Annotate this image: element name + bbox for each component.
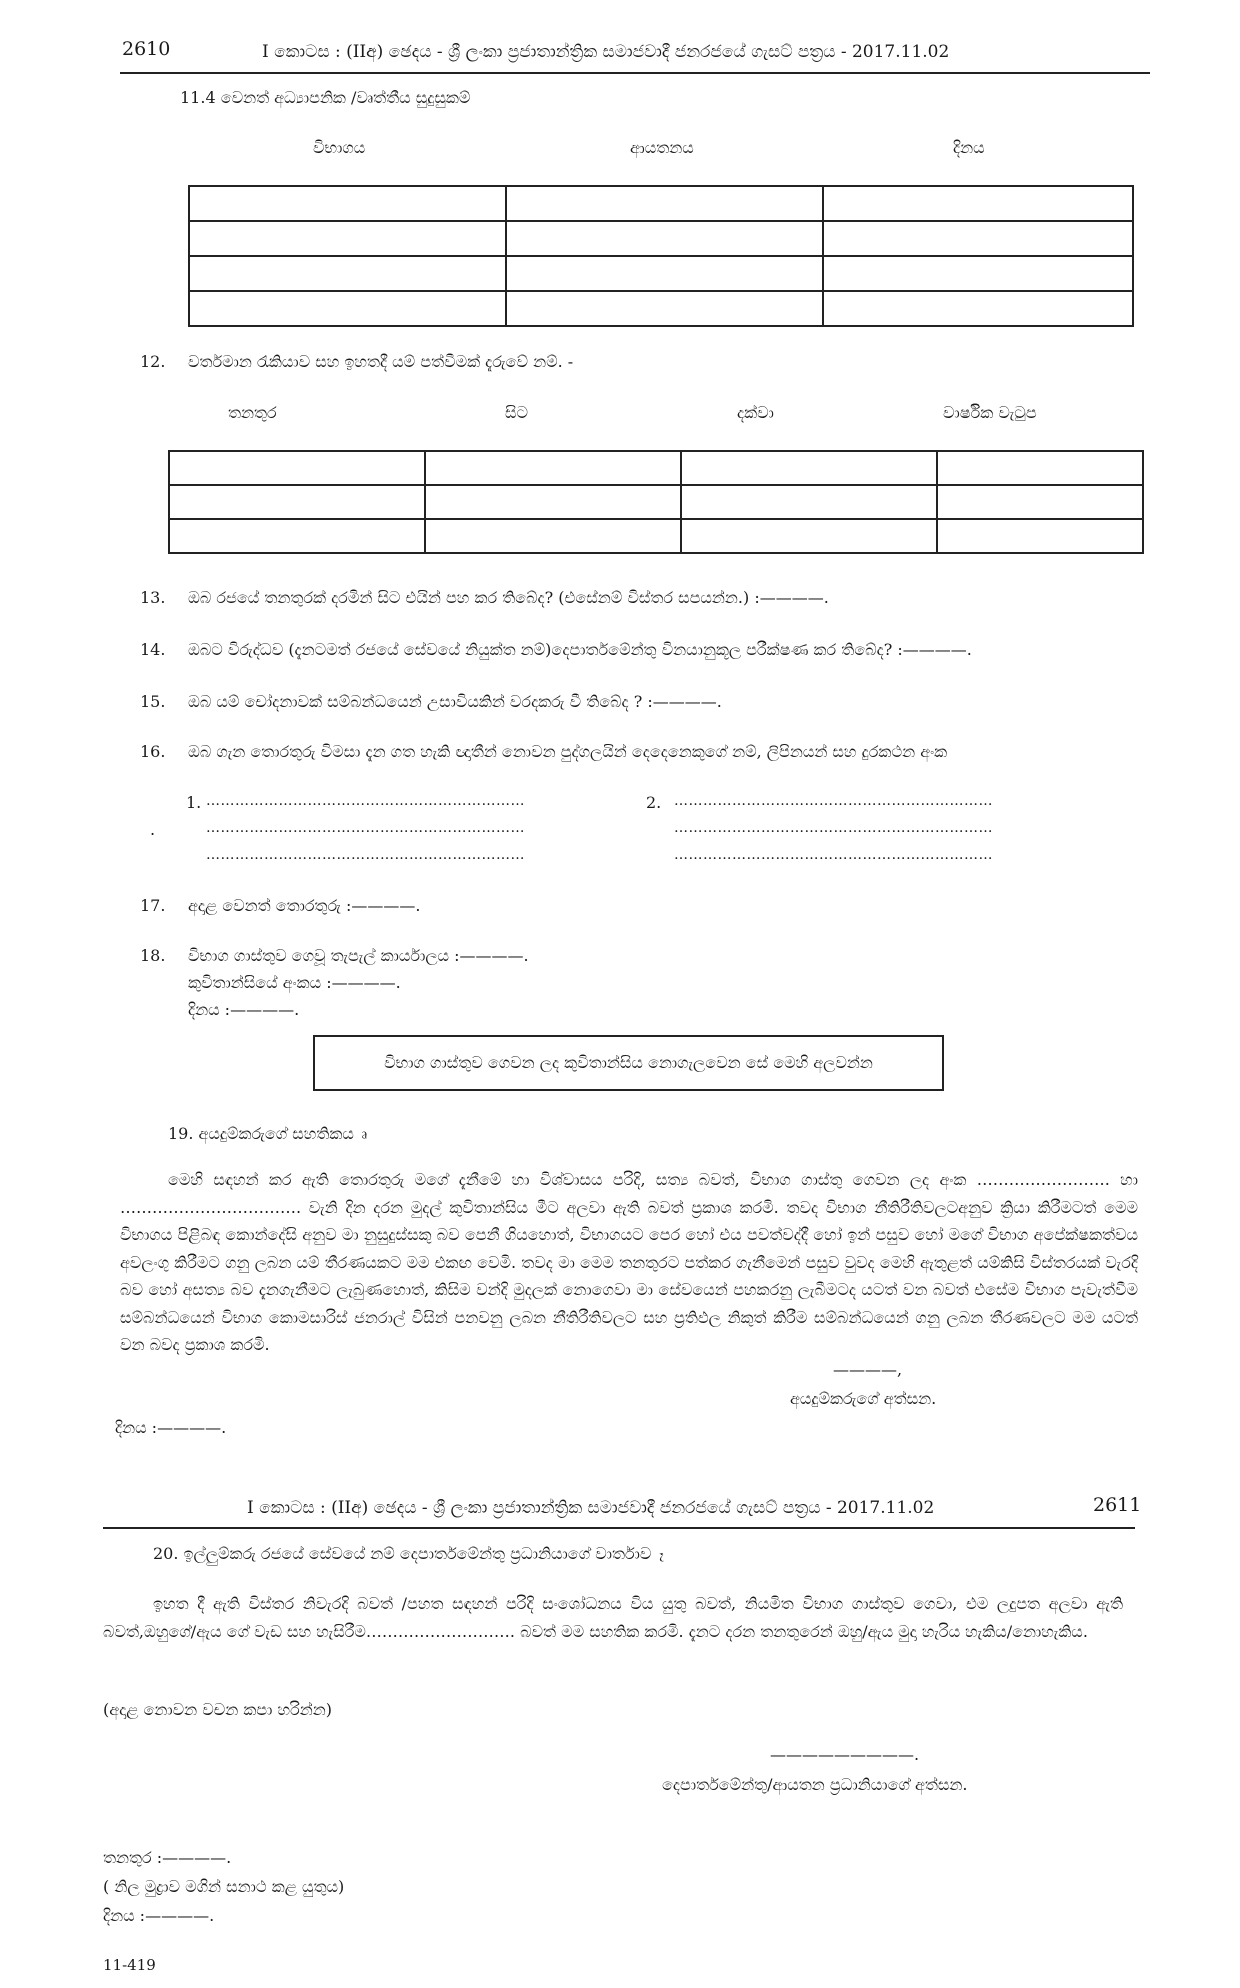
table-cell[interactable] [937,519,1143,553]
hod-signature-line: —————————. [770,1745,920,1764]
table-cell[interactable] [189,291,506,326]
table-cell[interactable] [823,291,1133,326]
column-header-institute: ආයතනය [630,138,694,157]
table-cell[interactable] [169,451,425,485]
table-cell[interactable] [506,291,823,326]
section-12-number: 12. [140,352,166,371]
table-cell[interactable] [823,186,1133,221]
section-19-label: 19. අයදුම්කරුගේ සහතිකය ෘ [168,1124,368,1143]
question-16-number: 16. [140,742,166,761]
question-13-number: 13. [140,588,166,607]
employment-table [168,450,1144,554]
strike-note: (අදාළ නොවන වචන කපා හරින්න) [103,1700,332,1719]
referee-1-line-3[interactable]: ………………………………………………………… [206,847,525,863]
table-cell[interactable] [823,221,1133,256]
question-17-text: අදාළ වෙනත් තොරතුරු :————. [188,896,421,915]
table-cell[interactable] [506,256,823,291]
table-cell[interactable] [169,485,425,519]
table-cell[interactable] [937,485,1143,519]
receipt-number-field: කුවිතාන්සියේ අංකය :————. [188,973,401,992]
post-office-field: විභාග ගාස්තුව ගෙවූ තැපැල් කාර්යාලය :————. [188,946,529,965]
header-rule [120,72,1150,74]
table-cell[interactable] [189,221,506,256]
question-14-number: 14. [140,640,166,659]
referee-1-line-2[interactable]: ………………………………………………………… [206,820,525,836]
table-cell[interactable] [189,186,506,221]
column-header-exam: විභාගය [313,138,366,157]
section-11-4-label: 11.4 වෙනත් අධ්‍යාපනික /වෘත්තීය සුදුසුකම් [180,88,471,107]
table-cell[interactable] [425,485,681,519]
table-cell[interactable] [506,186,823,221]
column-header-post: තනතුර [228,403,277,422]
referee-2-number: 2. [646,793,662,812]
question-18-number: 18. [140,946,166,965]
applicant-date-field: දිනය :————. [115,1418,227,1437]
section-12-text: වර්තමාන රැකියාව සහ ඉහතදී යම් පත්වීමක් දැරුවේ නම්. - [188,352,574,371]
applicant-declaration: මෙහි සඳහන් කර ඇති තොරතුරු මගේ දැනීමේ හා විශ්වාසය පරිදි, සත්‍ය බවත්, විභාග ගාස්තු ගෙවන ලද අංක ……………………. හා ……………………………. වැනි දින දරන මුදල් කුවිතාන්සිය මීට අලවා ඇති බවත් ප්‍රකාශ කරමි. තවද විභාග නීතිරීතිවලටඅනුව ක්‍රියා කිරීමටත් මෙම විභාගය පිළිබඳ කොන්දේසි අනුව මා නුසුදුස්සකු බව පෙනී ගියහොත්, විභාගයට පෙර හෝ එය පවත්වද්දී හෝ ඉන් පසුව හෝ මගේ විභාග අපේක්ෂකත්වය අවලංගු කිරීමට ගනු ලබන යම් තීරණයකට මම එකඟ වෙමි. තවද මා මෙම තනතුරට පත්කර ගැනීමෙන් පසුව වුවද මෙහි ඇතුළත් යම්කිසි විස්තරයක් වැරදි බව හෝ අසත්‍ය බව දැනගැනීමට ලැබුණහොත්, කිසිම වන්දි මුදලක් නොගෙවා මා සේවයෙන් පහකරනු ලැබීමටද යටත් වන බවත් එසේම විභාග පැවැත්වීම සම්බන්ධයෙන් විභාග කොමසාරිස් ජනරාල් විසින් පනවනු ලබන නීතිරීතිවලට සහ ප්‍රතිඵල නිකුත් කිරීම සම්බන්ධයෙන් ගනු ලබන තීරණවලට මම යටත් වන බවද ප්‍රකාශ කරමි. [120,1170,1138,1354]
table-cell[interactable] [425,519,681,553]
applicant-signature-line: ————, [833,1360,903,1379]
column-header-to: දක්වා [737,403,774,422]
column-header-date: දිනය [953,138,985,157]
table-cell[interactable] [681,485,937,519]
page-header: I කොටස : (IIඅ) ඡෙදය - ශ්‍රී ලංකා ප්‍රජාතාන්ත්‍රික සමාජවාදී ජනරජයේ ගැසට් පත්‍රය - 2017.11.02 [262,42,950,62]
table-cell[interactable] [425,451,681,485]
question-16-text: ඔබ ගැන තොරතුරු විමසා දැන ගත හැකි ඥාතීන් නොවන පුද්ගලයින් දෙදෙනෙකුගේ නම්, ලිපිනයන් සහ දුරකථන අංක [188,742,948,761]
page-header-2: I කොටස : (IIඅ) ඡෙදය - ශ්‍රී ලංකා ප්‍රජාතාන්ත්‍රික සමාජවාදී ජනරජයේ ගැසට් පත්‍රය - 2017.11.02 [247,1498,935,1518]
qualifications-table [188,185,1134,327]
column-header-salary: වාර්ෂික වැටුප [943,403,1037,422]
question-17-number: 17. [140,896,166,915]
head-of-department-report: ඉහත දී ඇති විස්තර නිවැරදි බවත් /පහත සඳහන් පරිදි සංශෝධනය විය යුතු බවත්, නියමිත විභාග ගාස්තුව ගෙවා, එම ලදුපත අලවා ඇති බවත්,ඔහුගේ/ඇය ගේ වැඩ සහ හැසිරීම………………………. බවත් මම සහතික කරමි. දැනට දරන තනතුරෙන් ඔහු/ඇය මුදා හැරිය හැකිය/නොහැකිය. [103,1594,1123,1641]
table-cell[interactable] [681,519,937,553]
table-cell[interactable] [189,256,506,291]
referee-1-line-1[interactable]: ………………………………………………………… [206,793,525,809]
section-20-label: 20. ඉල්ලුම්කරු රජයේ සේවයේ නම් දෙපාර්තමේන්තු ප්‍රධානියාගේ වාර්තාව ෑ [153,1544,664,1563]
footer-code: 11-419 [103,1956,156,1974]
table-cell[interactable] [823,256,1133,291]
hod-signature-label: දෙපාර්තමේන්තු/ආයතන ප්‍රධානියාගේ අත්සන. [662,1775,968,1794]
applicant-signature-label: අයදුම්කරුගේ අත්සන. [790,1389,937,1408]
receipt-date-field: දිනය :————. [188,1000,300,1019]
page-number: 2610 [122,38,171,60]
stray-dot: . [150,820,156,839]
receipt-paste-box: විභාග ගාස්තුව ගෙවන ලද කුවිතාන්සිය නොගැලවෙන සේ මෙහි අලවන්න [313,1035,944,1091]
referee-2-line-2[interactable]: ………………………………………………………… [674,820,993,836]
table-cell[interactable] [506,221,823,256]
column-header-from: සිට [505,403,529,422]
question-15-number: 15. [140,692,166,711]
page-number-2: 2611 [1093,1494,1142,1516]
question-13-text: ඔබ රජයේ තනතුරක් දරමින් සිට එයින් පහ කර තිබේද? (එසේනම් විස්තර සපයන්න.) :————. [188,588,829,607]
post-field: තනතුර :————. [103,1848,232,1867]
table-cell[interactable] [937,451,1143,485]
referee-2-line-3[interactable]: ………………………………………………………… [674,847,993,863]
question-14-text: ඔබට විරුද්ධව (දැනටමත් රජයේ සේවයේ නියුක්ත නම්)දෙපාර්තමේන්තු විනයානුකූල පරීක්ෂණ කර තිබේද? :————. [188,640,972,659]
hod-date-field: දිනය :————. [103,1906,215,1925]
question-15-text: ඔබ යම් චෝදනාවක් සම්බන්ධයෙන් උසාවියකින් වරදකරු වී තිබේද ? :————. [188,692,722,711]
seal-note: ( නිල මුද්‍රාව මගින් සනාථ කළ යුතුය) [103,1877,345,1896]
table-cell[interactable] [169,519,425,553]
header-rule-2 [103,1527,1135,1529]
table-cell[interactable] [681,451,937,485]
referee-1-number: 1. [186,793,202,812]
referee-2-line-1[interactable]: ………………………………………………………… [674,793,993,809]
